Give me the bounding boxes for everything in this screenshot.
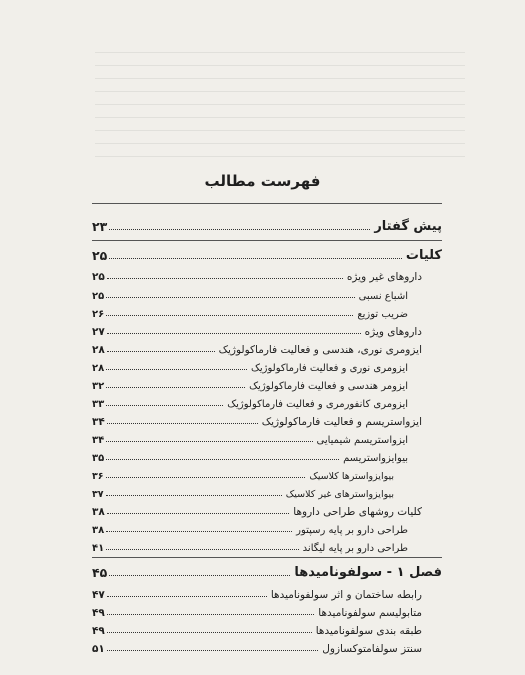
dot-leader	[107, 614, 314, 615]
toc-entry[interactable]	[92, 428, 408, 446]
section-divider	[92, 240, 442, 241]
toc-entry[interactable]	[92, 374, 408, 392]
section-divider	[92, 557, 442, 558]
toc-entry-text: کلیات	[405, 248, 442, 263]
toc-entry-page: ۴۹	[92, 625, 105, 637]
toc-entry[interactable]	[92, 265, 422, 283]
toc-entry-page: ۳۲	[92, 381, 105, 392]
dot-leader	[109, 229, 370, 230]
toc-entry[interactable]	[92, 619, 422, 637]
toc-entry-text: داروهای ویژه	[364, 326, 422, 338]
dot-leader	[106, 297, 354, 298]
toc-entry-page: ۴۷	[92, 589, 105, 601]
toc-entry-page: ۲۸	[92, 344, 105, 356]
toc-entry-text: فصل ۱ - سولفونامیدها	[294, 565, 442, 580]
toc-entry-text: اشباع نسبی	[358, 291, 408, 302]
toc-entry-text: بیوایزواسترها کلاسیک	[309, 471, 394, 482]
dot-leader	[106, 405, 223, 406]
toc-entry-generalities[interactable]	[92, 245, 442, 263]
dot-leader	[106, 477, 306, 478]
toc-entry-text: ایزومر هندسی و فعالیت فارماکولوژیک	[249, 381, 408, 392]
dot-leader	[107, 333, 361, 334]
toc-entry-page: ۳۷	[92, 489, 104, 500]
toc-entry[interactable]	[92, 583, 422, 601]
toc-entry-text: بیوایزواستریسم	[343, 453, 408, 464]
dot-leader	[106, 531, 292, 532]
toc-entry-page: ۵۱	[92, 643, 105, 655]
dot-leader	[106, 549, 298, 550]
toc-entry-text: ایزواستریسم شیمیایی	[316, 435, 408, 446]
toc-entry-text: ایزومری نوری، هندسی و فعالیت فارماکولوژیک	[218, 344, 422, 356]
toc-entry-page: ۲۵	[92, 248, 108, 263]
toc-entry-page: ۲۸	[92, 363, 105, 374]
toc-entry-text: ضریب توزیع	[357, 309, 408, 320]
toc-entry[interactable]	[92, 500, 422, 518]
toc-entry[interactable]	[92, 320, 422, 338]
toc-entry-page: ۲۷	[92, 326, 105, 338]
dot-leader	[106, 459, 339, 460]
toc-entry-page: ۳۸	[92, 506, 105, 518]
toc-entry[interactable]	[92, 356, 408, 374]
toc-entry-text: بیوایزواسترهای غیر کلاسیک	[285, 489, 394, 500]
dot-leader	[106, 441, 312, 442]
toc-entry[interactable]	[92, 410, 422, 428]
dot-leader	[109, 575, 290, 576]
dot-leader	[106, 369, 247, 370]
toc-entry-page: ۳۸	[92, 525, 105, 536]
toc-entry-page: ۳۴	[92, 416, 105, 428]
dot-leader	[107, 351, 215, 352]
dot-leader	[107, 423, 258, 424]
dot-leader	[106, 315, 353, 316]
toc-entry[interactable]	[92, 601, 422, 619]
dot-leader	[107, 278, 343, 279]
toc-entry-page: ۴۵	[92, 565, 108, 580]
dot-leader	[107, 596, 267, 597]
dot-leader	[106, 495, 282, 496]
dot-leader	[107, 650, 318, 651]
toc-entry-text: متابولیسم سولفونامیدها	[318, 607, 422, 619]
toc-entry-text: طراحی دارو بر پایه رسپتور	[296, 525, 408, 536]
toc-entry[interactable]	[92, 302, 408, 320]
toc-entry-text: ایزومری نوری و فعالیت فارماکولوژیک	[250, 363, 408, 374]
toc-entry-page: ۲۵	[92, 271, 105, 283]
toc-entry[interactable]	[92, 392, 408, 410]
toc-entry-text: طراحی دارو بر پایه لیگاند	[302, 543, 408, 554]
toc-entry[interactable]	[92, 482, 394, 500]
toc-entry-page: ۳۶	[92, 471, 104, 482]
toc-entry-text: ایزواستریسم و فعالیت فارماکولوژیک	[261, 416, 422, 428]
toc-entry-page: ۴۹	[92, 607, 105, 619]
toc-entry[interactable]	[92, 338, 422, 356]
toc-entry-page: ۲۶	[92, 309, 105, 320]
toc-entry-page: ۳۴	[92, 435, 105, 446]
toc-entry-page: ۲۳	[92, 219, 108, 234]
toc-entry[interactable]	[92, 637, 422, 655]
toc-entry-page: ۲۵	[92, 291, 105, 302]
toc-entry-text: رابطه ساختمان و اثر سولفونامیدها	[270, 589, 422, 601]
toc-entry-preface[interactable]	[92, 216, 442, 234]
toc-entry-page: ۴۱	[92, 543, 105, 554]
toc-entry-text: داروهای غیر ویژه	[346, 271, 422, 283]
toc-entry-text: ایزومری کانفورمری و فعالیت فارماکولوژیک	[227, 399, 408, 410]
toc-entry[interactable]	[92, 536, 408, 554]
toc-entry[interactable]	[92, 284, 408, 302]
toc-entry-text: پیش گفتار	[374, 219, 442, 234]
toc-entry-page: ۳۵	[92, 453, 105, 464]
toc-entry[interactable]	[92, 518, 408, 536]
dot-leader	[106, 387, 245, 388]
dot-leader	[107, 513, 289, 514]
toc-entry-page: ۳۳	[92, 399, 105, 410]
toc-entry-text: طبقه بندی سولفونامیدها	[315, 625, 422, 637]
toc-entry[interactable]	[92, 446, 408, 464]
dot-leader	[107, 632, 312, 633]
toc-entry[interactable]	[92, 464, 394, 482]
page-title: فهرست مطالب	[204, 172, 321, 190]
dot-leader	[109, 258, 402, 259]
toc-entry-chapter-1[interactable]	[92, 562, 442, 580]
toc-entry-text: کلیات روشهای طراحی داروها	[293, 506, 422, 518]
toc-entry-text: سنتز سولفامتوکسازول	[322, 643, 422, 655]
